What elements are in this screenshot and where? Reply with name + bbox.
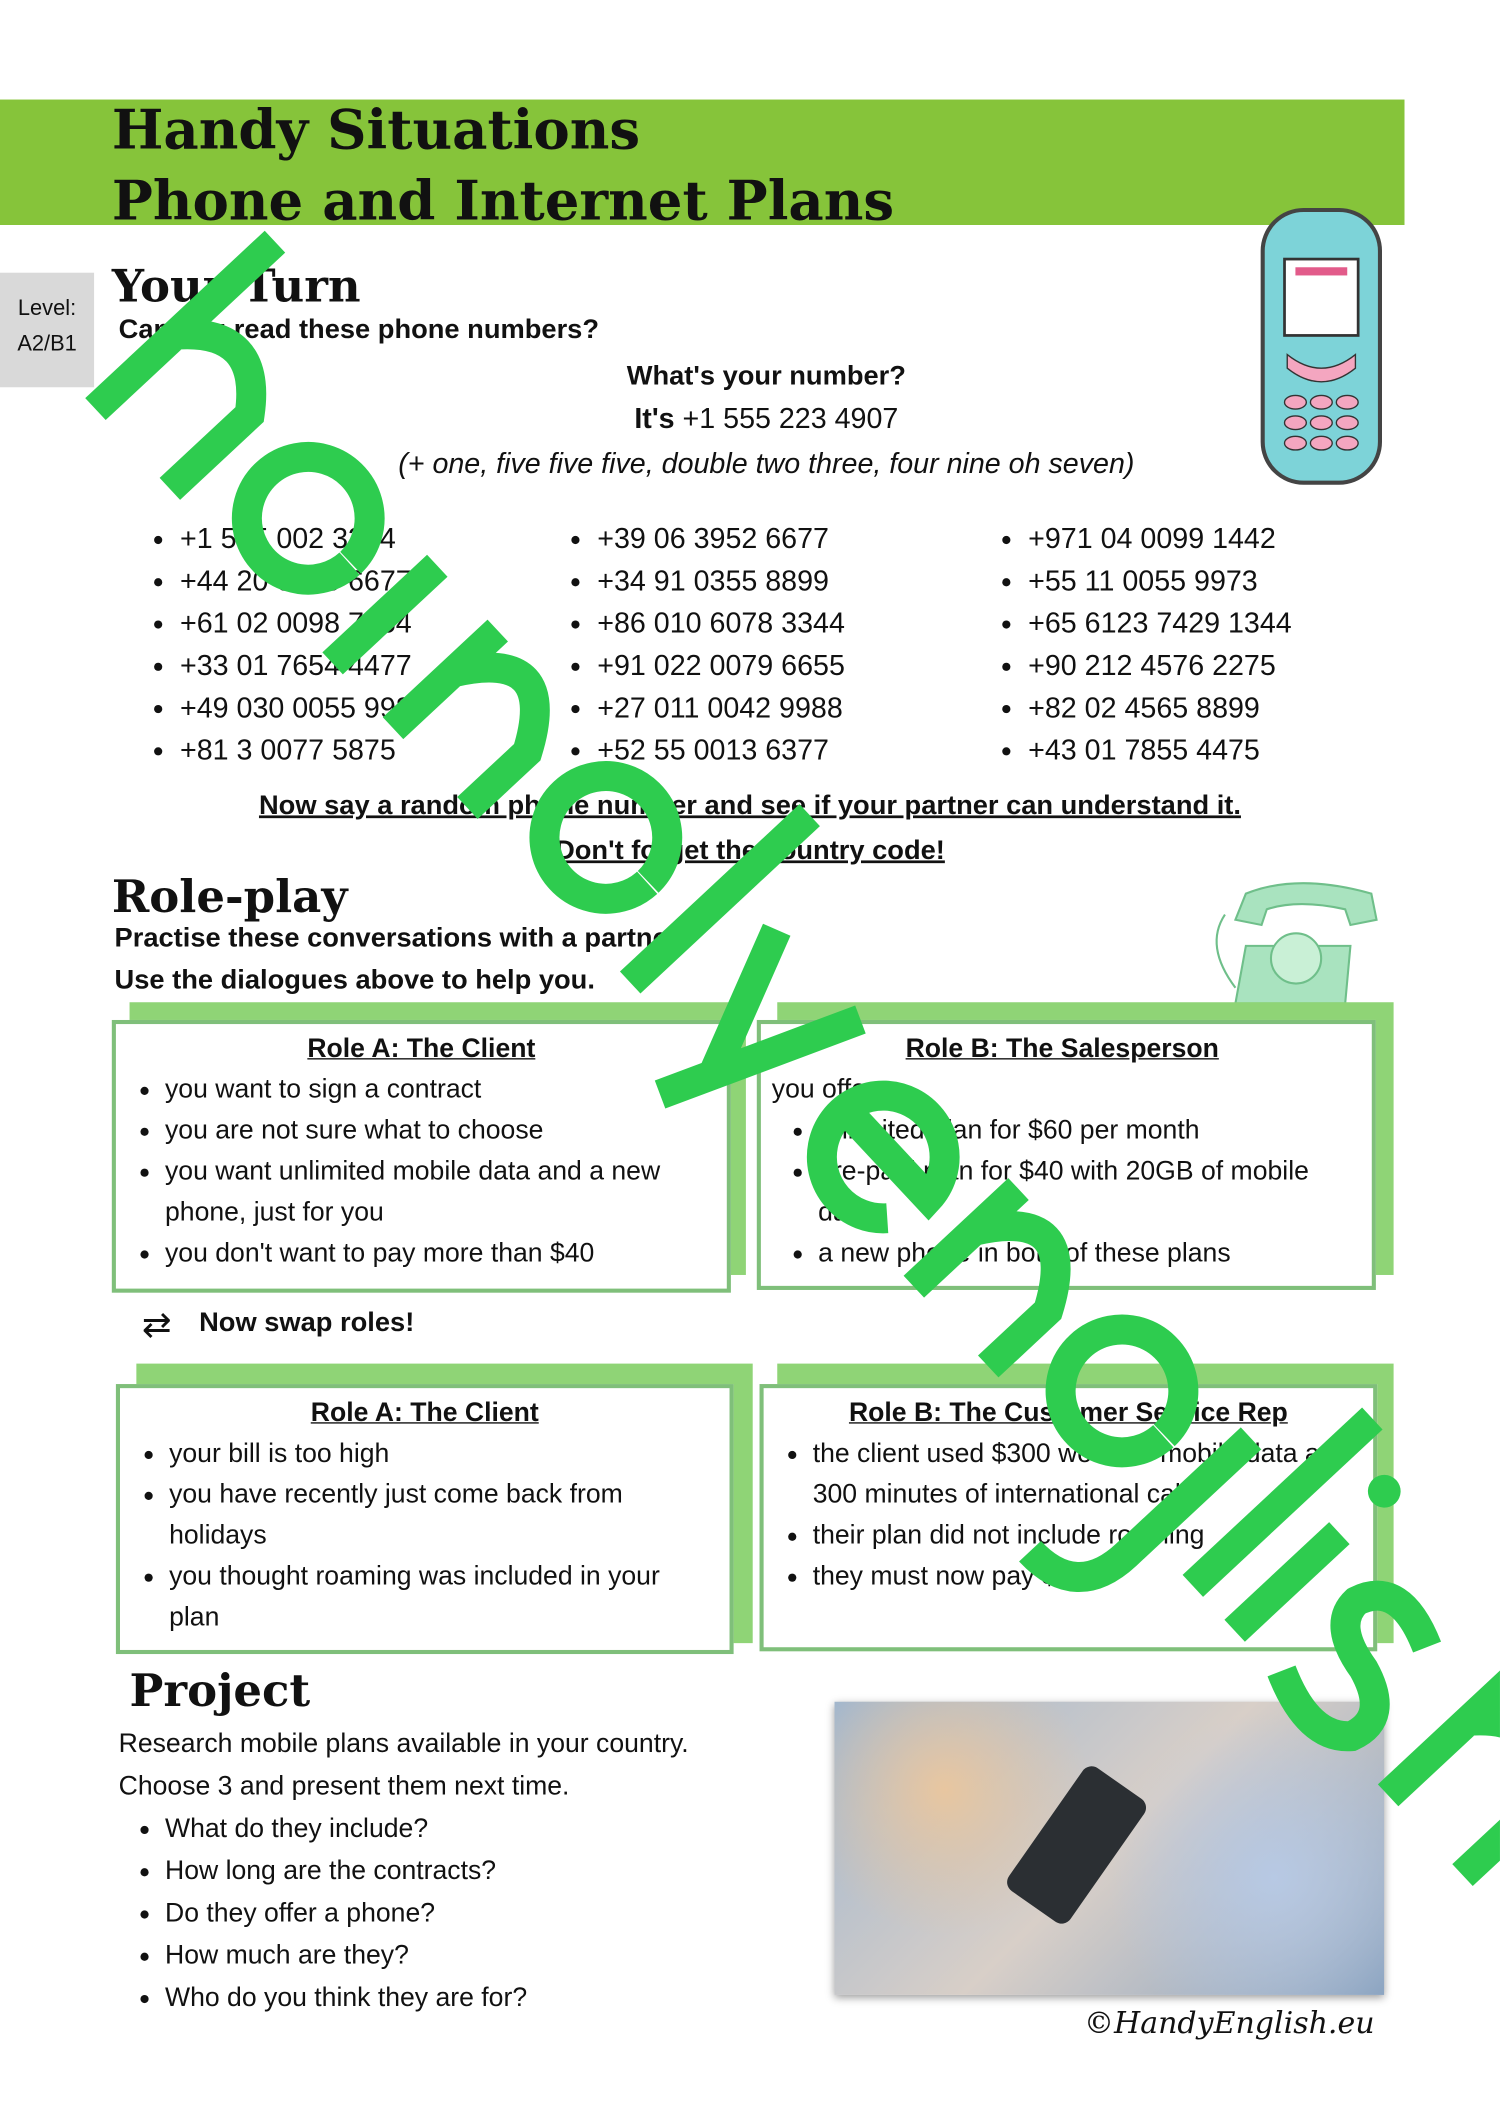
phone-number: • +49 030 0055 9988 bbox=[180, 687, 428, 729]
swap-icon: ⇄ bbox=[141, 1303, 172, 1345]
smartphone-shape bbox=[1003, 1762, 1150, 1928]
list-item: • What do they include? bbox=[165, 1808, 814, 1850]
phone-number: • +1 555 002 3344 bbox=[180, 518, 428, 560]
phone-number: • +971 04 0099 1442 bbox=[1028, 518, 1292, 560]
numbers-column-3 bbox=[998, 518, 1292, 772]
roleplay-line-1: Practise these conversations with a partner. bbox=[114, 923, 685, 954]
title-line-1: Handy Situations bbox=[111, 98, 641, 163]
list-item: • the client used $300 worth of mobile data and 300 minutes of international calls bbox=[813, 1433, 1354, 1515]
project-heading: Project bbox=[129, 1663, 311, 1717]
phone-number: • +90 212 4576 2275 bbox=[1028, 645, 1292, 687]
role-a-client-card-2 bbox=[116, 1384, 734, 1654]
list-item: • a new phone in both of these plans bbox=[818, 1233, 1353, 1274]
example-answer bbox=[0, 404, 1500, 437]
card-intro: you offer bbox=[771, 1074, 875, 1105]
example-answer-lead: It's bbox=[634, 403, 675, 435]
phone-number: • +55 11 0055 9973 bbox=[1028, 560, 1292, 602]
list-item: • How much are they? bbox=[165, 1935, 814, 1977]
list-item: • Do they offer a phone? bbox=[165, 1893, 814, 1935]
example-spoken: (+ one, five five five, double two three, four nine oh seven) bbox=[398, 448, 1135, 480]
phone-number: • +34 91 0355 8899 bbox=[597, 560, 845, 602]
role-b-salesperson-card bbox=[757, 1020, 1376, 1290]
phone-number: • +39 06 3952 6677 bbox=[597, 518, 845, 560]
role-b-customer-service-card bbox=[760, 1384, 1378, 1651]
phone-number: • +86 010 6078 3344 bbox=[597, 603, 845, 645]
list-item: • you have recently just come back from holidays bbox=[169, 1474, 710, 1556]
phone-number: • +33 01 7654 4477 bbox=[180, 645, 428, 687]
phone-number: • +65 6123 7429 1344 bbox=[1028, 603, 1292, 645]
instruction-random-number: Now say a random phone number and see if your partner can understand it. bbox=[258, 790, 1241, 821]
swap-roles-text: Now swap roles! bbox=[199, 1307, 415, 1338]
instruction-country-code: Don't forget the country code! bbox=[555, 835, 945, 866]
list-item: • you want to sign a contract bbox=[165, 1069, 708, 1110]
phone-number: • +91 022 0079 6655 bbox=[597, 645, 845, 687]
phone-number: • +81 3 0077 5875 bbox=[180, 730, 428, 772]
numbers-column-1 bbox=[150, 518, 428, 772]
roleplay-heading: Role-play bbox=[111, 869, 348, 924]
card-title: Role A: The Client bbox=[310, 1397, 539, 1428]
level-label: Level: bbox=[17, 297, 77, 321]
example-question: What's your number? bbox=[626, 361, 906, 392]
copyright: ©HandyEnglish.eu bbox=[1084, 2007, 1375, 2042]
level-value: A2/B1 bbox=[17, 332, 77, 356]
phone-number: • +43 01 7855 4475 bbox=[1028, 730, 1292, 772]
list-item: • their plan did not include roaming bbox=[813, 1515, 1354, 1556]
list-item: • your bill is too high bbox=[169, 1433, 710, 1474]
project-text bbox=[119, 1724, 814, 2020]
phone-number: • +61 02 0098 7654 bbox=[180, 603, 428, 645]
list-item: • you don't want to pay more than $40 bbox=[165, 1233, 708, 1274]
roleplay-line-2: Use the dialogues above to help you. bbox=[114, 965, 595, 996]
title-line-2: Phone and Internet Plans bbox=[111, 169, 895, 234]
smartphone-photo bbox=[835, 1702, 1385, 1995]
phone-number: • +52 55 0013 6377 bbox=[597, 730, 845, 772]
phone-number: • +27 011 0042 9988 bbox=[597, 687, 845, 729]
list-item: • How long are the contracts? bbox=[165, 1850, 814, 1892]
card-title: Role B: The Customer Service Rep bbox=[848, 1397, 1288, 1428]
your-turn-question: Can you read these phone numbers? bbox=[118, 314, 600, 345]
project-line-1: Research mobile plans available in your country. bbox=[118, 1729, 689, 1760]
numbers-column-2 bbox=[567, 518, 845, 772]
your-turn-heading: Your Turn bbox=[111, 259, 361, 313]
list-item: • you want unlimited mobile data and a new phone, just for you bbox=[165, 1151, 708, 1233]
list-item: • they must now pay $500 bbox=[813, 1556, 1354, 1597]
role-a-client-card-1 bbox=[112, 1020, 731, 1293]
list-item: • unlimited plan for $60 per month bbox=[818, 1110, 1353, 1151]
project-line-2: Choose 3 and present them next time. bbox=[118, 1771, 570, 1802]
example-number: +1 555 223 4907 bbox=[682, 403, 899, 435]
list-item: • you are not sure what to choose bbox=[165, 1110, 708, 1151]
phone-number: • +82 02 4565 8899 bbox=[1028, 687, 1292, 729]
phone-number: • +44 20 0055 6677 bbox=[180, 560, 428, 602]
list-item: • Who do you think they are for? bbox=[165, 1977, 814, 2019]
list-item: • you thought roaming was included in your plan bbox=[169, 1556, 710, 1638]
card-title: Role B: The Salesperson bbox=[905, 1033, 1219, 1064]
card-title: Role A: The Client bbox=[307, 1033, 536, 1064]
list-item: • pre-paid plan for $40 with 20GB of mobile data bbox=[818, 1151, 1353, 1233]
